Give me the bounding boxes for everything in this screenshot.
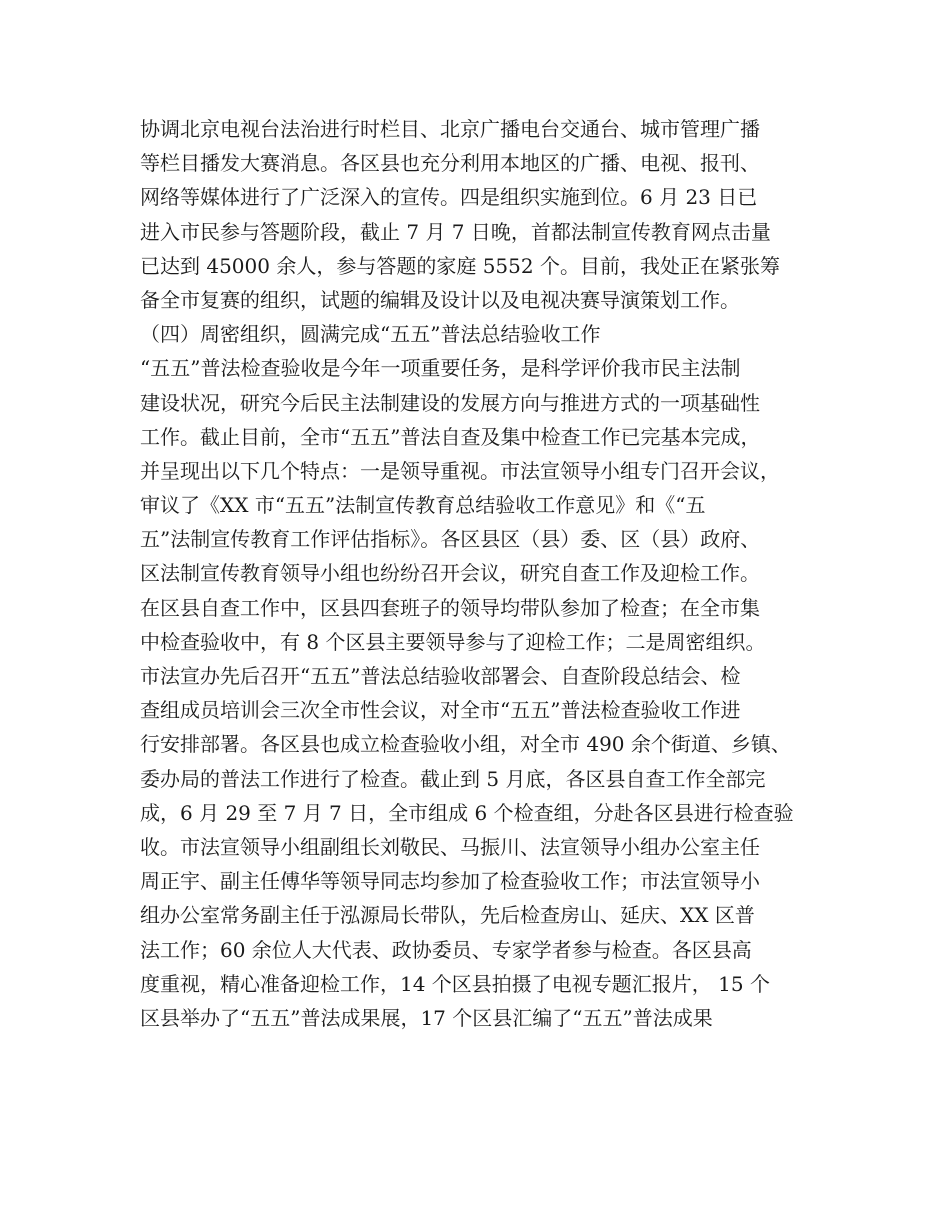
text-line: 周正宇、副主任傅华等领导同志均参加了检查验收工作；市法宣领导小: [140, 869, 760, 894]
text-line: “五五”普法检查验收是今年一项重要任务，是科学评价我市民主法制: [140, 356, 741, 381]
text-line: 行安排部署。各区县也成立检查验收小组，对全市 490 余个街道、乡镇、: [140, 732, 791, 757]
text-line: 审议了《XX 市“五五”法制宣传教育总结验收工作意见》和《“五: [140, 493, 706, 518]
text-line: 网络等媒体进行了广泛深入的宣传。四是组织实施到位。6 月 23 日已: [140, 185, 758, 210]
text-line: 组办公室常务副主任于泓源局长带队，先后检查房山、延庆、XX 区普: [140, 903, 755, 928]
text-line: 区县举办了“五五”普法成果展，17 个区县汇编了“五五”普法成果: [140, 1005, 713, 1030]
text-line: 进入市民参与答题阶段，截止 7 月 7 日晚，首都法制宣传教育网点击量: [140, 219, 771, 244]
text-line: 区法制宣传教育领导小组也纷纷召开会议，研究自查工作及迎检工作。: [140, 561, 760, 586]
text-line: 成，6 月 29 至 7 月 7 日，全市组成 6 个检查组，分赴各区县进行检查验: [140, 800, 794, 825]
text-line: 市法宣办先后召开“五五”普法总结验收部署会、自查阶段总结会、检: [140, 664, 741, 688]
text-line: 并呈现出以下几个特点：一是领导重视。市法宣领导小组专门召开会议，: [140, 458, 780, 483]
document-body: [140, 112, 830, 1035]
text-line: 五”法制宣传教育工作评估指标》。各区县区（县）委、区（县）政府、: [140, 527, 761, 552]
text-line: 建设状况，研究今后民主法制建设的发展方向与推进方式的一项基础性: [140, 390, 760, 415]
text-line: 查组成员培训会三次全市性会议，对全市“五五”普法检查验收工作进: [140, 698, 741, 723]
text-line: 法工作；60 余位人大代表、政协委员、专家学者参与检查。各区县高: [140, 937, 752, 962]
text-line: 中检查验收中，有 8 个区县主要领导参与了迎检工作；二是周密组织。: [140, 629, 766, 654]
text-line: 协调北京电视台法治进行时栏目、北京广播电台交通台、城市管理广播: [140, 117, 760, 141]
text-line: 工作。截止目前，全市“五五”普法自查及集中检查工作已完基本完成，: [140, 424, 761, 449]
text-line: 已达到 45000 余人，参与答题的家庭 5552 个。目前，我处正在紧张筹: [140, 253, 780, 278]
text-line: 收。市法宣领导小组副组长刘敬民、马振川、法宣领导小组办公室主任: [140, 834, 760, 859]
text-line: 在区县自查工作中，区县四套班子的领导均带队参加了检查；在全市集: [140, 595, 760, 620]
text-line: 委办局的普法工作进行了检查。截止到 5 月底，各区县自查工作全部完: [140, 766, 766, 791]
section-heading: （四）周密组织，圆满完成“五五”普法总结验收工作: [140, 322, 601, 347]
text-line: 等栏目播发大赛消息。各区县也充分利用本地区的广播、电视、报刊、: [140, 151, 760, 176]
text-line: 备全市复赛的组织，试题的编辑及设计以及电视决赛导演策划工作。: [140, 287, 740, 312]
text-line: 度重视，精心准备迎检工作，14 个区县拍摄了电视专题汇报片， 15 个: [140, 971, 770, 996]
